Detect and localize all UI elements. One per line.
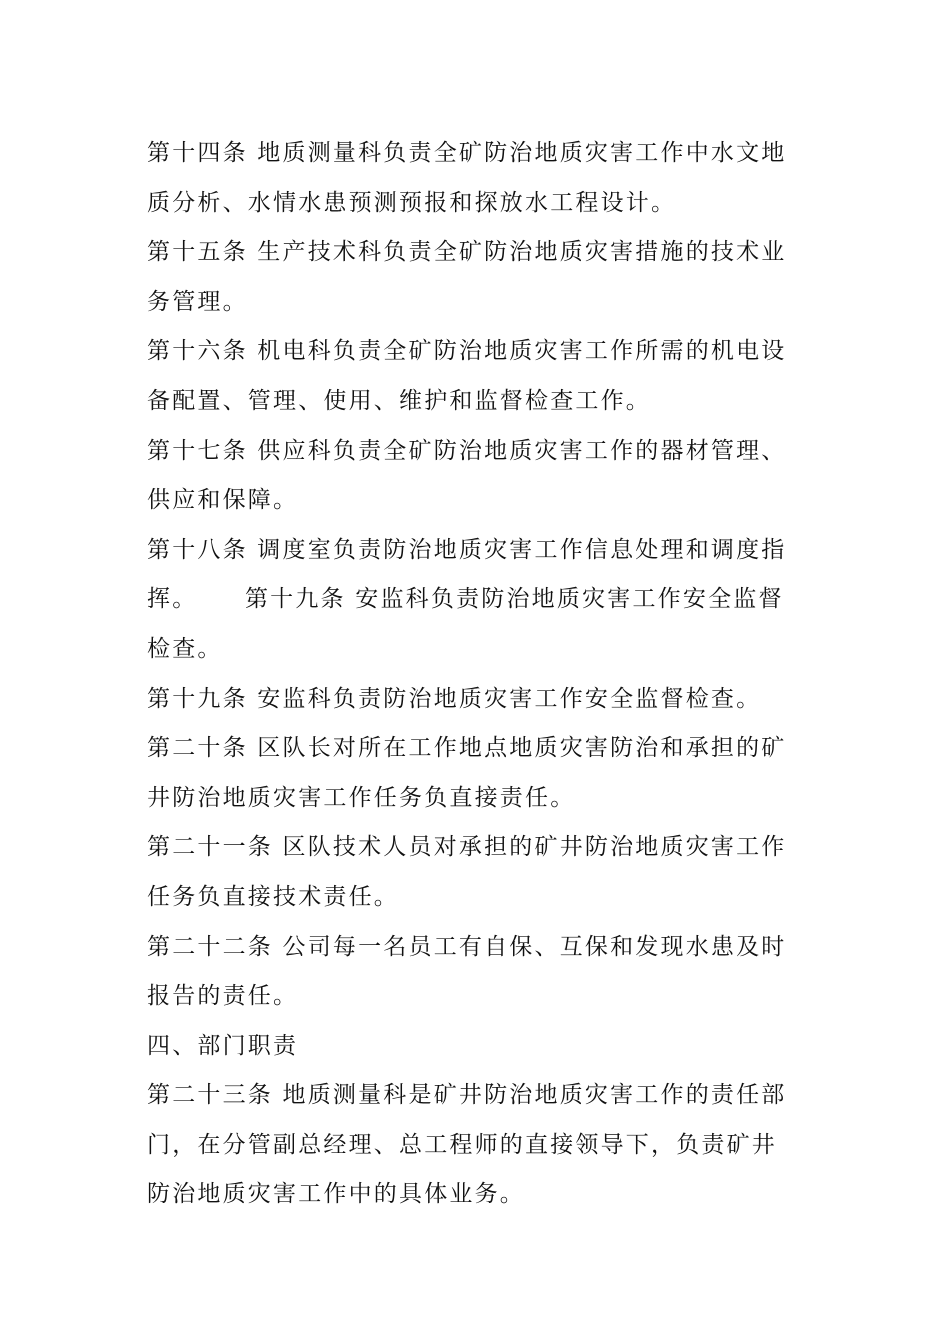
text-line: 第十六条 机电科负责全矿防治地质灾害工作所需的机电设 (147, 338, 787, 365)
text-line: 第十四条 地质测量科负责全矿防治地质灾害工作中水文地 (147, 140, 787, 166)
text-line: 检查。 (147, 635, 223, 662)
text-line: 防治地质灾害工作中的具体业务。 (147, 1181, 525, 1208)
text-line: 第十七条 供应科负责全矿防治地质灾害工作的器材管理、 (147, 437, 787, 464)
text-line: 备配置、管理、使用、维护和监督检查工作。 (147, 387, 651, 414)
text-line: 井防治地质灾害工作任务负直接责任。 (147, 784, 576, 811)
text-line: 报告的责任。 (147, 983, 299, 1010)
text-line: 第二十三条 地质测量科是矿井防治地质灾害工作的责任部 (147, 1082, 787, 1109)
section-heading: 四、部门职责 (147, 1032, 299, 1059)
text-line: 务管理。 (147, 288, 248, 315)
text-line: 第二十一条 区队技术人员对承担的矿井防治地质灾害工作 (147, 834, 787, 861)
text-line: 质分析、水情水患预测预报和探放水工程设计。 (147, 189, 677, 216)
text-line: 第二十二条 公司每一名员工有自保、互保和发现水患及时 (147, 933, 787, 960)
document-body (147, 129, 817, 1220)
text-line: 任务负直接技术责任。 (147, 883, 399, 910)
text-line: 挥。 第十九条 安监科负责防治地质灾害工作安全监督 (147, 586, 784, 613)
text-line: 第十八条 调度室负责防治地质灾害工作信息处理和调度指 (147, 536, 787, 563)
text-line: 第十九条 安监科负责防治地质灾害工作安全监督检查。 (147, 685, 762, 712)
text-line: 第二十条 区队长对所在工作地点地质灾害防治和承担的矿 (147, 735, 787, 762)
text-line: 门，在分管副总经理、总工程师的直接领导下，负责矿井 (147, 1131, 777, 1158)
text-line: 第十五条 生产技术科负责全矿防治地质灾害措施的技术业 (147, 239, 787, 266)
text-line: 供应和保障。 (147, 487, 299, 514)
